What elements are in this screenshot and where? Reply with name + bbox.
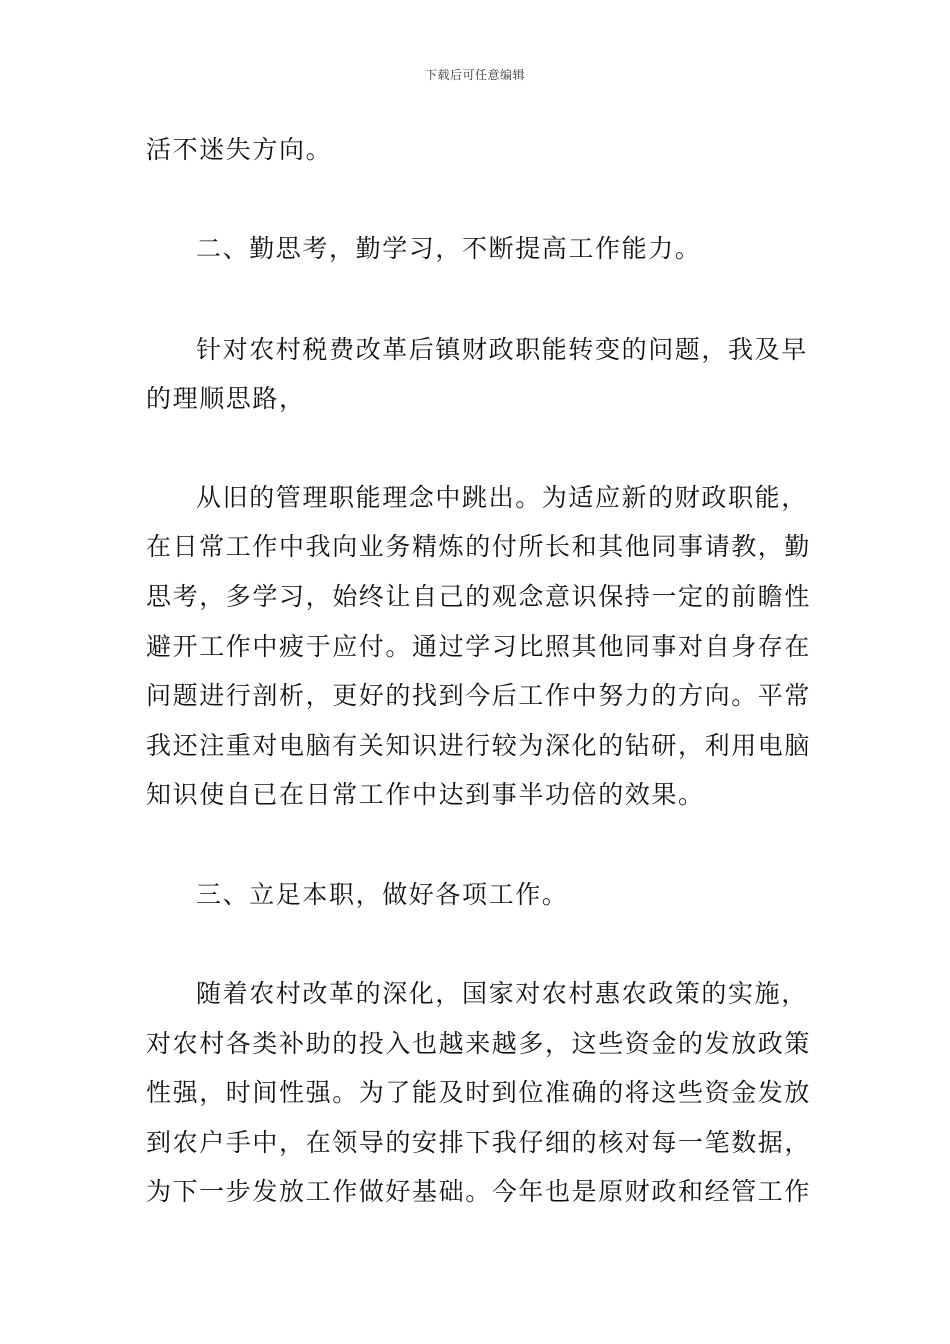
paragraph-line: 避开工作中疲于应付。通过学习比照其他同事对自身存在: [146, 632, 812, 661]
page-header: 下载后可任意编辑: [424, 68, 525, 82]
paragraph-line: 性强，时间性强。为了能及时到位准确的将这些资金发放: [146, 1078, 812, 1107]
paragraph-line: 针对农村税费改革后镇财政职能转变的问题，我及早: [196, 335, 808, 364]
paragraph-line: 活不迷失方向。: [146, 135, 333, 164]
paragraph-line: 到农户手中，在领导的安排下我仔细的核对每一笔数据，: [146, 1128, 812, 1157]
paragraph-line: 对农村各类补助的投入也越来越多，这些资金的发放政策: [146, 1029, 812, 1058]
paragraph-line: 思考，多学习，始终让自己的观念意识保持一定的前瞻性: [146, 582, 812, 611]
paragraph-line: 在日常工作中我向业务精炼的付所长和其他同事请教，勤: [146, 532, 812, 561]
section-heading: 三、立足本职，做好各项工作。: [196, 880, 569, 909]
paragraph-line: 从旧的管理职能理念中跳出。为适应新的财政职能，: [196, 483, 808, 512]
paragraph-line: 我还注重对电脑有关知识进行较为深化的钻研，利用电脑: [146, 731, 812, 760]
paragraph-line: 为下一步发放工作做好基础。今年也是原财政和经管工作: [146, 1177, 812, 1206]
paragraph-line: 随着农村改革的深化，国家对农村惠农政策的实施，: [196, 979, 808, 1008]
paragraph-line: 知识使自已在日常工作中达到事半功倍的效果。: [146, 780, 705, 809]
paragraph-line: 问题进行剖析，更好的找到今后工作中努力的方向。平常: [146, 681, 812, 710]
section-heading: 二、勤思考，勤学习，不断提高工作能力。: [196, 234, 702, 263]
paragraph-line: 的理顺思路，: [146, 384, 306, 413]
